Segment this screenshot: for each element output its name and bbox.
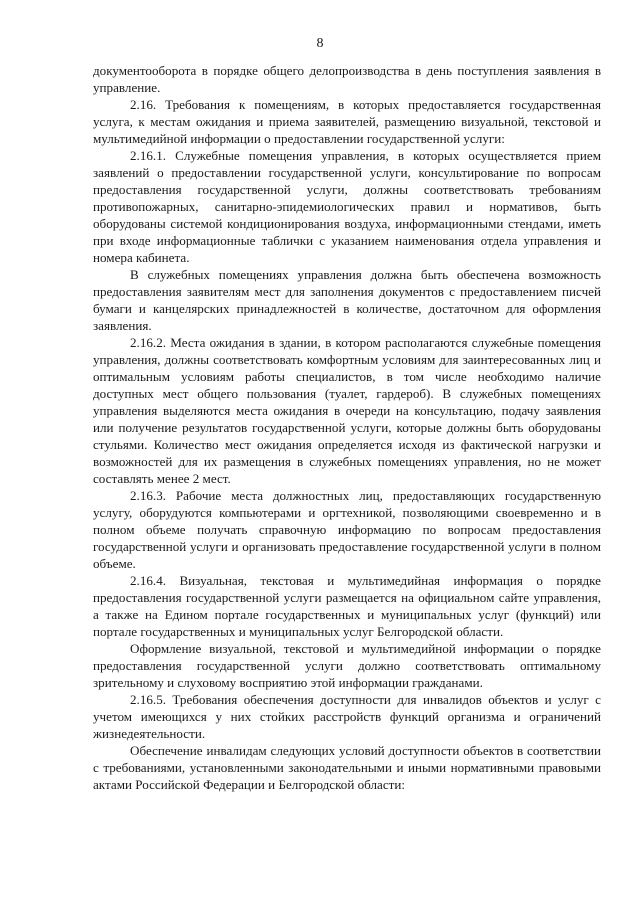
- paragraph-2-16-3: 2.16.3. Рабочие места должностных лиц, предоставляющих государственную услугу, оборудуются компьютерами и оргтехникой, позволяющими своевременно и в полном объеме получать справочную информацию по вопросам предоставления государственной услуги и организовать предоставление государственной услуги в полном объеме.: [93, 488, 601, 571]
- paragraph-info-design: Оформление визуальной, текстовой и мультимедийной информации о порядке предоставления государственной услуги должно соответствовать оптимальному зрительному и слуховому восприятию этой информации гражданами.: [93, 641, 601, 690]
- document-body: [93, 62, 601, 793]
- paragraph-accessibility: Обеспечение инвалидам следующих условий доступности объектов в соответствии с требованиями, установленными законодательными и иными нормативными правовыми актами Российской Федерации и Белгородской области:: [93, 743, 601, 792]
- paragraph-2-16-5: 2.16.5. Требования обеспечения доступности для инвалидов объектов и услуг с учетом имеющихся у них стойких расстройств функций организма и ограничений жизнедеятельности.: [93, 692, 601, 741]
- paragraph-continuation: документооборота в порядке общего делопроизводства в день поступления заявления в управление.: [93, 63, 601, 95]
- paragraph-2-16: 2.16. Требования к помещениям, в которых предоставляется государственная услуга, к местам ожидания и приема заявителей, размещению визуальной, текстовой и мультимедийной информации о предоставлении государственной услуги:: [93, 97, 601, 146]
- paragraph-2-16-2: 2.16.2. Места ожидания в здании, в котором располагаются служебные помещения управления, должны соответствовать комфортным условиям для заинтересованных лиц и оптимальным условиям работы специалистов, в том числе необходимо наличие доступных мест общего пользования (туалет, гардероб). В служебных помещениях управления выделяются места ожидания в очереди на консультацию, подачу заявления или получение результатов государственной услуги, которые должны быть оборудованы стульями. Количество мест ожидания определяется исходя из фактической нагрузки и возможностей для их размещения в служебных помещениях управления, но не может составлять менее 2 мест.: [93, 335, 601, 486]
- paragraph-2-16-1: 2.16.1. Служебные помещения управления, в которых осуществляется прием заявлений о предоставлении государственной услуги, консультирование по вопросам предоставления государственной услуги, должны соответствовать требованиям противопожарных, санитарно-эпидемиологических правил и нормативов, быть оборудованы системой кондиционирования воздуха, информационными стендами, иметь при входе информационные таблички с указанием наименования отдела управления и номера кабинета.: [93, 148, 601, 265]
- paragraph-2-16-4: 2.16.4. Визуальная, текстовая и мультимедийная информация о порядке предоставления государственной услуги размещается на официальном сайте управления, а также на Едином портале государственных и муниципальных услуг (функций) или портале государственных и муниципальных услуг Белгородской области.: [93, 573, 601, 639]
- page-number: 8: [316, 36, 324, 51]
- paragraph-workspace: В служебных помещениях управления должна быть обеспечена возможность предоставления заявителям мест для заполнения документов с предоставлением писчей бумаги и канцелярских принадлежностей в количестве, достаточном для оформления заявления.: [93, 267, 601, 333]
